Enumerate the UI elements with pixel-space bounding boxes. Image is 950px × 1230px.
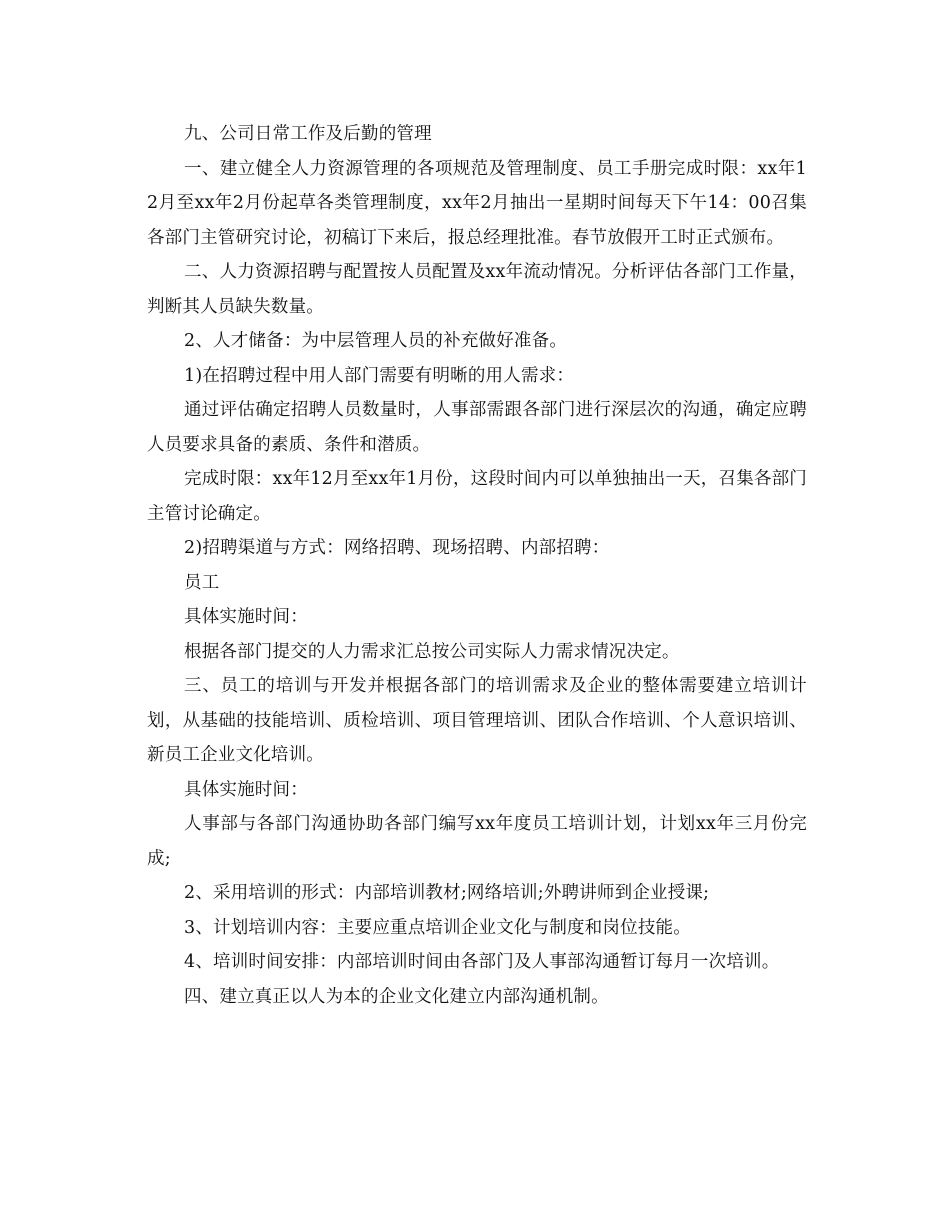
document-body [147,117,807,1014]
paragraph-implementation-time-2: 具体实施时间： [184,779,308,800]
paragraph-training-plan: 人事部与各部门沟通协助各部门编写xx年度员工培训计划，计划xx年三月份完成; [147,814,807,869]
paragraph-clear-demand: 1)在招聘过程中用人部门需要有明晰的用人需求： [184,365,575,386]
paragraph-talent-reserve: 2、人才储备：为中层管理人员的补充做好准备。 [184,331,568,351]
section-heading-daily-work: 九、公司日常工作及后勤的管理 [184,124,432,144]
paragraph-implementation-time-1: 具体实施时间： [184,607,308,627]
paragraph-hr-rules: 一、建立健全人力资源管理的各项规范及管理制度、员工手册完成时限：xx年12月至xx年2月份起草各类管理制度，xx年2月抽出一星期时间每天下午14：00召集各部门主管研究讨论，初稿订下来后，报总经理批准。春节放假开工时正式颁布。 [147,158,807,248]
paragraph-channels: 2)招聘渠道与方式：网络招聘、现场招聘、内部招聘： [184,538,610,558]
paragraph-training-form: 2、采用培训的形式：内部培训教材;网络培训;外聘讲师到企业授课; [184,883,710,903]
paragraph-employee: 员工 [184,572,220,593]
paragraph-training: 三、员工的培训与开发并根据各部门的培训需求及企业的整体需要建立培训计划，从基础的技能培训、质检培训、项目管理培训、团队合作培训、个人意识培训、新员工企业文化培训。 [147,676,807,765]
paragraph-corporate-culture: 四、建立真正以人为本的企业文化建立内部沟通机制。 [184,986,609,1007]
paragraph-deadline: 完成时限：xx年12月至xx年1月份，这段时间内可以单独抽出一天，召集各部门主管讨论确定。 [147,469,807,524]
paragraph-training-content: 3、计划培训内容：主要应重点培训企业文化与制度和岗位技能。 [184,917,691,938]
paragraph-recruitment: 二、人力资源招聘与配置按人员配置及xx年流动情况。分析评估各部门工作量，判断其人员缺失数量。 [147,262,807,317]
paragraph-training-schedule: 4、培训时间安排：内部培训时间由各部门及人事部沟通暂订每月一次培训。 [184,952,780,972]
paragraph-assessment: 通过评估确定招聘人员数量时，人事部需跟各部门进行深层次的沟通，确定应聘人员要求具备的素质、条件和潜质。 [147,400,807,455]
paragraph-demand-summary: 根据各部门提交的人力需求汇总按公司实际人力需求情况决定。 [184,641,680,662]
